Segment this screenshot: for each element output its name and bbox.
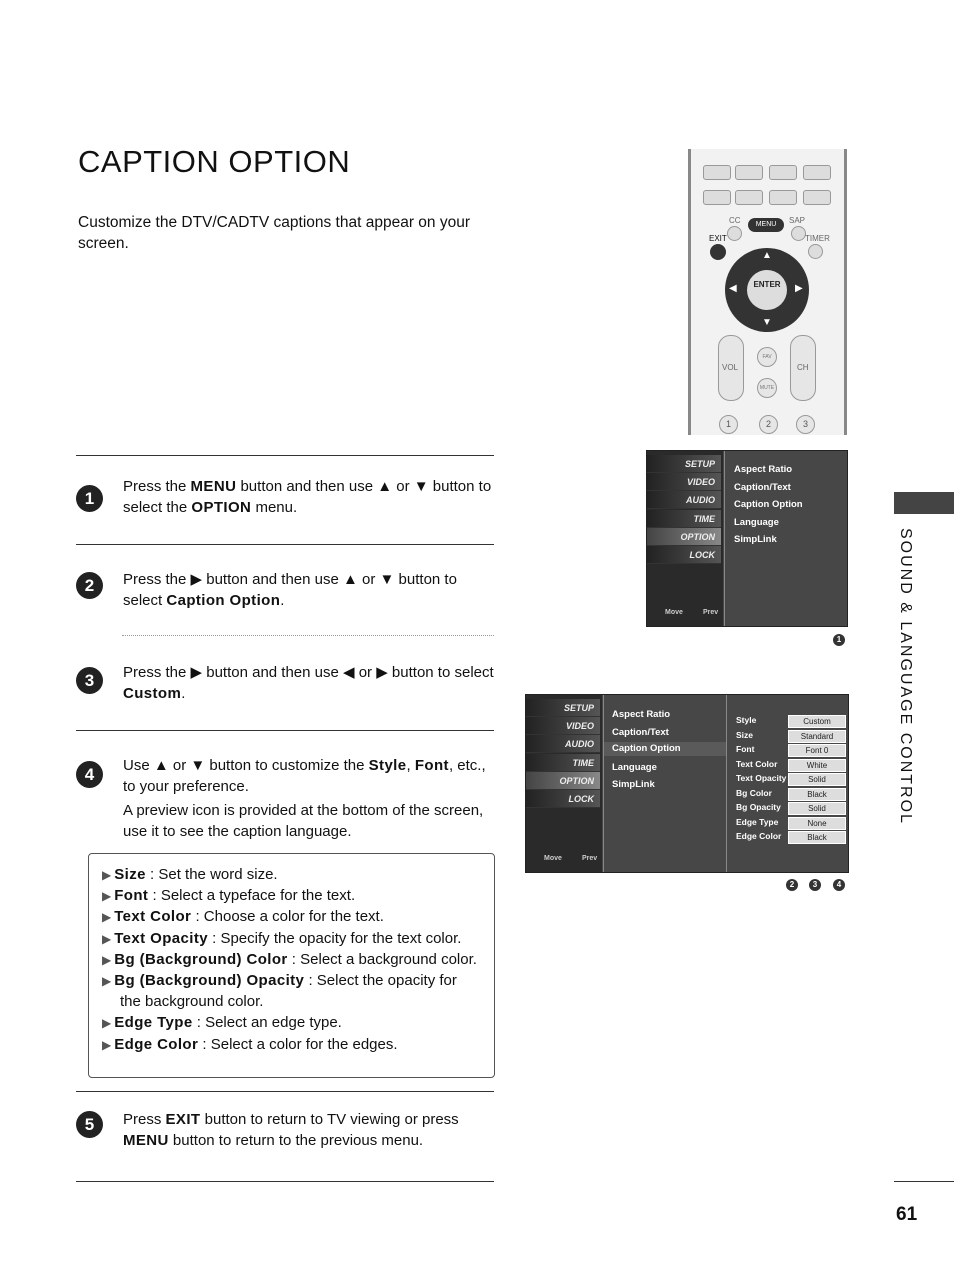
step-4-note: A preview icon is provided at the bottom of the screen, use it to see the caption language. xyxy=(123,802,484,840)
osd-tab-option: OPTION xyxy=(526,772,600,790)
skip-forward-button xyxy=(803,190,831,205)
caption-option-row xyxy=(730,759,846,773)
caption-option-row xyxy=(730,715,846,729)
caption-option-value: Font 0 xyxy=(788,744,846,757)
ch-label: CH xyxy=(797,363,809,372)
step-number-5: 5 xyxy=(76,1111,103,1138)
caption-option-row xyxy=(730,802,846,816)
feature-name: Edge Color xyxy=(114,1035,199,1053)
screen-badge-2: 2 xyxy=(786,879,798,891)
caption-option-value: Solid xyxy=(788,802,846,815)
caption-option-row xyxy=(730,744,846,758)
osd-tab-video: VIDEO xyxy=(526,717,600,735)
feature-item xyxy=(102,906,487,928)
bullet-arrow-icon: ▶ xyxy=(102,889,112,904)
osd-tab-time: TIME xyxy=(526,754,600,772)
osd-tab-lock: LOCK xyxy=(526,790,600,808)
caption-option-label: Size xyxy=(736,729,754,740)
osd-footer-move: Move xyxy=(544,855,562,862)
feature-item xyxy=(102,864,487,886)
caption-option-label: Bg Opacity xyxy=(736,802,781,812)
osd-tab-video: VIDEO xyxy=(647,473,721,491)
section-tab xyxy=(894,492,954,514)
caption-option-label: Text Color xyxy=(736,758,778,769)
osd-divider xyxy=(603,695,604,872)
feature-desc: : Select the opacity for xyxy=(304,972,457,989)
feature-desc: the background color. xyxy=(120,993,264,1011)
osd-tab-audio: AUDIO xyxy=(647,491,721,509)
step-3-text: Press the ▶ button and then use ◀ or ▶ button to select Custom. xyxy=(123,664,494,702)
section-label: SOUND & LANGUAGE CONTROL xyxy=(897,528,914,825)
osd-menu-item: SimpLink xyxy=(612,779,655,790)
caption-option-label: Font xyxy=(736,744,755,754)
remote-control-illustration xyxy=(688,149,847,435)
bullet-arrow-icon: ▶ xyxy=(102,910,112,925)
cc-button xyxy=(727,226,742,241)
up-arrow-icon: ▲ xyxy=(762,250,772,261)
osd-divider xyxy=(724,451,725,626)
sap-label: SAP xyxy=(789,216,806,225)
enter-button: ENTER xyxy=(747,270,787,310)
number-2-button: 2 xyxy=(759,415,778,434)
divider xyxy=(76,455,494,456)
fav-button: FAV xyxy=(757,347,777,367)
caption-option-value: White xyxy=(788,759,846,772)
feature-desc: : Set the word size. xyxy=(145,866,278,883)
feature-desc: : Select a background color. xyxy=(287,950,477,968)
step-number-2: 2 xyxy=(76,572,103,599)
divider xyxy=(76,1181,494,1182)
volume-rocker xyxy=(718,335,744,401)
osd-option-menu xyxy=(646,450,848,627)
page-number: 61 xyxy=(896,1204,918,1225)
caption-option-label: Edge Color xyxy=(736,831,782,841)
caption-option-value: Standard xyxy=(788,730,846,743)
caption-option-row xyxy=(730,773,846,787)
number-1-button: 1 xyxy=(719,415,738,434)
rewind-button xyxy=(735,190,763,205)
sap-button xyxy=(791,226,806,241)
feature-name: Bg (Background) Color xyxy=(114,950,288,968)
caption-option-row xyxy=(730,817,846,831)
osd-menu-item: Aspect Ratio xyxy=(612,709,671,720)
timer-label: TIMER xyxy=(805,234,830,243)
divider xyxy=(76,544,494,545)
caption-option-label: Text Opacity xyxy=(736,773,787,783)
exit-button xyxy=(710,244,726,260)
vol-label: VOL xyxy=(722,363,739,372)
osd-menu-item: Caption/Text xyxy=(734,481,791,493)
caption-option-row xyxy=(730,831,846,845)
feature-item xyxy=(102,928,487,950)
step-number-1: 1 xyxy=(76,485,103,512)
feature-name: Bg (Background) Opacity xyxy=(114,972,305,989)
navigation-ring xyxy=(725,248,809,332)
feature-desc: : Choose a color for the text. xyxy=(191,908,384,926)
feature-desc: : Select an edge type. xyxy=(192,1014,342,1032)
screen-badge-4: 4 xyxy=(833,879,845,891)
caption-option-value: Solid xyxy=(788,773,846,786)
bullet-arrow-icon: ▶ xyxy=(102,974,112,988)
record-button xyxy=(803,165,831,180)
feature-name: Edge Type xyxy=(114,1014,193,1032)
caption-option-row xyxy=(730,730,846,744)
caption-option-row xyxy=(730,788,846,802)
osd-tab-lock: LOCK xyxy=(647,546,721,564)
feature-item xyxy=(102,949,487,971)
right-arrow-icon: ▶ xyxy=(795,283,803,294)
bullet-arrow-icon: ▶ xyxy=(102,931,112,946)
timer-button xyxy=(808,244,823,259)
menu-button: MENU xyxy=(748,218,784,232)
caption-option-value: None xyxy=(788,817,846,830)
osd-menu-item: Language xyxy=(734,516,779,528)
feature-desc: : Select a color for the edges. xyxy=(198,1035,398,1053)
page-divider xyxy=(894,1181,954,1182)
caption-option-label: Style xyxy=(736,715,757,725)
osd-tab-audio: AUDIO xyxy=(526,735,600,753)
bullet-arrow-icon: ▶ xyxy=(102,1016,112,1031)
feature-name: Text Color xyxy=(114,908,192,926)
divider xyxy=(76,730,494,731)
down-arrow-icon: ▼ xyxy=(762,317,772,328)
number-3-button: 3 xyxy=(796,415,815,434)
feature-item xyxy=(102,885,487,907)
osd-menu-item: Aspect Ratio xyxy=(734,464,793,475)
step-4-text: Use ▲ or ▼ button to customize the Style, Font, etc., to your preference. A preview icon is provided at the bottom of the screen, use it to see the caption language. xyxy=(123,755,495,842)
dotted-divider xyxy=(122,635,494,636)
osd-footer-prev: Prev xyxy=(703,609,719,616)
caption-option-value: Black xyxy=(788,831,846,844)
feature-item xyxy=(102,970,487,992)
osd-tab-setup: SETUP xyxy=(647,455,721,473)
pause-button xyxy=(769,165,797,180)
osd-menu-item: Caption Option xyxy=(734,499,803,511)
caption-option-label: Edge Type xyxy=(736,816,779,827)
feature-name: Size xyxy=(114,866,146,883)
left-arrow-icon: ◀ xyxy=(729,283,737,294)
osd-tab-setup: SETUP xyxy=(526,699,600,717)
osd-footer-prev: Prev xyxy=(582,855,598,862)
osd-menu-item: Caption/Text xyxy=(612,726,669,738)
osd-caption-option-menu xyxy=(525,694,849,873)
cc-label: CC xyxy=(729,216,741,225)
stop-button xyxy=(703,165,731,180)
play-button xyxy=(735,165,763,180)
step-number-3: 3 xyxy=(76,667,103,694)
osd-menu-item: Language xyxy=(612,761,657,773)
channel-rocker xyxy=(790,335,816,401)
screen-badge-3: 3 xyxy=(809,879,821,891)
step-number-4: 4 xyxy=(76,761,103,788)
feature-item xyxy=(120,991,505,1012)
bullet-arrow-icon: ▶ xyxy=(102,1037,112,1052)
caption-option-value: Custom xyxy=(788,715,846,728)
step-5-text: Press EXIT button to return to TV viewing or press MENU button to return to the previous menu. xyxy=(123,1111,459,1149)
bullet-arrow-icon: ▶ xyxy=(102,868,112,882)
osd-tab-option: OPTION xyxy=(647,528,721,546)
osd-menu-item: Caption Option xyxy=(604,742,726,756)
feature-desc: : Select a typeface for the text. xyxy=(148,887,356,905)
caption-option-value: Black xyxy=(788,788,846,801)
feature-desc: : Specify the opacity for the text color. xyxy=(207,929,462,947)
feature-item xyxy=(102,1034,487,1056)
mute-button: MUTE xyxy=(757,378,777,398)
exit-label: EXIT xyxy=(709,234,727,243)
screen-badge-1: 1 xyxy=(833,634,845,646)
step-2-text: Press the ▶ button and then use ▲ or ▼ button to select Caption Option. xyxy=(123,571,457,609)
osd-footer-move: Move xyxy=(665,609,683,616)
step-1-text: Press the MENU button and then use ▲ or ▼ button to select the OPTION menu. xyxy=(123,478,492,516)
intro-text: Customize the DTV/CADTV captions that appear on your screen. xyxy=(78,214,470,252)
bullet-arrow-icon: ▶ xyxy=(102,952,112,967)
feature-item xyxy=(102,1012,487,1034)
osd-menu-item: SimpLink xyxy=(734,534,777,546)
fast-forward-button xyxy=(769,190,797,205)
divider xyxy=(76,1091,494,1092)
caption-option-label: Bg Color xyxy=(736,787,772,798)
page-title: CAPTION OPTION xyxy=(78,144,351,179)
feature-name: Font xyxy=(114,887,149,905)
feature-name: Text Opacity xyxy=(114,929,208,947)
skip-back-button xyxy=(703,190,731,205)
osd-tab-time: TIME xyxy=(647,510,721,528)
osd-divider xyxy=(726,695,727,872)
